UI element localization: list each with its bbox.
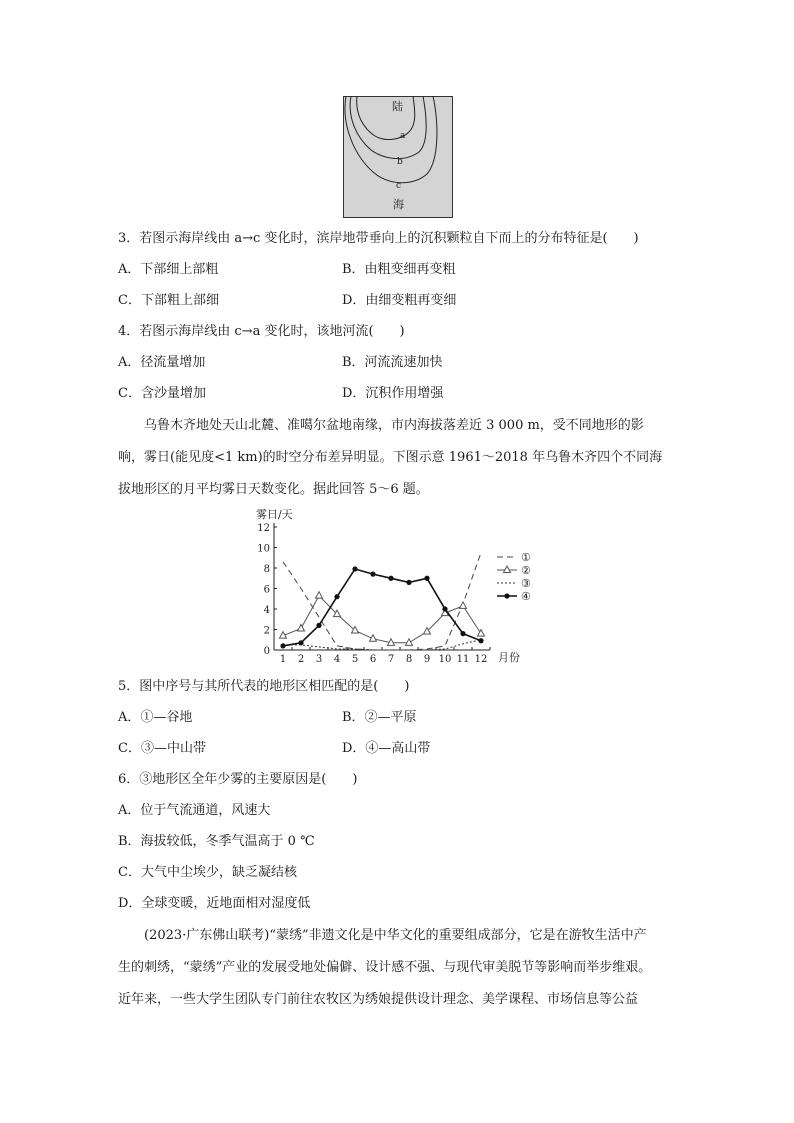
chart-point-s4-9 xyxy=(424,576,429,581)
q4-option-c[interactable]: C．含沙量增加 xyxy=(118,386,206,401)
chart-x-tick-label: 9 xyxy=(423,654,431,665)
q4-stem: 4．若图示海岸线由 c→a 变化时，该地河流( ) xyxy=(118,324,405,339)
chart-point-s4-4 xyxy=(334,594,339,599)
chart-y-tick-label: 2 xyxy=(263,625,270,637)
chart-x-tick-label: 11 xyxy=(456,654,470,665)
chart-point-s2-11 xyxy=(460,602,467,609)
chart-y-tick-label: 6 xyxy=(263,584,270,596)
chart-point-s2-5 xyxy=(352,627,359,634)
chart-x-tick-label: 4 xyxy=(333,654,341,665)
q4-option-b[interactable]: B．河流流速加快 xyxy=(342,355,443,370)
chart-x-tick-label: 12 xyxy=(474,654,488,665)
passage1-line-3: 拔地形区的月平均雾日天数变化。据此回答 5～6 题。 xyxy=(118,482,429,497)
chart-point-s4-11 xyxy=(460,631,465,636)
chart-x-tick-label: 3 xyxy=(315,654,323,665)
passage2-line-1: (2023·广东佛山联考)“蒙绣”非遗文化是中华文化的重要组成部分，它是在游牧生活中产 xyxy=(144,928,647,943)
chart-legend-marker-4 xyxy=(504,593,509,598)
chart-point-s4-3 xyxy=(316,623,321,628)
chart-series-line-2 xyxy=(283,596,481,643)
passage1-line-1: 乌鲁木齐地处天山北麓、准噶尔盆地南缘，市内海拔落差近 3 000 m，受不同地形的影 xyxy=(144,418,644,433)
chart-y-tick-label: 12 xyxy=(257,523,270,534)
chart-y-tick-label: 10 xyxy=(257,543,270,555)
q3-option-d[interactable]: D．由细变粗再变细 xyxy=(342,293,457,308)
passage1-line-2: 响，雾日(能见度<1 km)的时空分布差异明显。下图示意 1961～2018 年乌鲁木齐四个不同海 xyxy=(118,450,663,465)
chart-point-s4-1 xyxy=(280,643,285,648)
chart-y-tick-label: 4 xyxy=(263,605,270,616)
passage2-line-3: 近年来，一些大学生团队专门前往农牧区为绣娘提供设计理念、美学课程、市场信息等公益 xyxy=(118,992,639,1007)
chart-point-s2-8 xyxy=(406,639,413,646)
chart-legend-label-2: ② xyxy=(521,564,531,577)
q5-option-b[interactable]: B．②—平原 xyxy=(342,710,417,725)
chart-x-axis-label: 月份 xyxy=(498,651,520,664)
chart-point-s4-7 xyxy=(388,576,393,581)
q3-stem: 3．若图示海岸线由 a→c 变化时，滨岸地带垂向上的沉积颗粒自下而上的分布特征是( ) xyxy=(118,231,639,246)
q5-stem: 5．图中序号与其所代表的地形区相匹配的是( ) xyxy=(118,679,410,694)
chart-x-tick-label: 2 xyxy=(297,654,305,665)
q4-option-d[interactable]: D．沉积作用增强 xyxy=(342,386,444,401)
chart-x-tick-label: 5 xyxy=(351,654,359,665)
chart-y-tick-label: 0 xyxy=(263,646,270,657)
map-label-c: c xyxy=(396,181,402,191)
q6-option-c[interactable]: C．大气中尘埃少，缺乏凝结核 xyxy=(118,865,297,880)
q6-option-d[interactable]: D．全球变暖，近地面相对湿度低 xyxy=(118,896,311,911)
q5-option-a[interactable]: A．①—谷地 xyxy=(118,710,193,725)
coastline-map-figure xyxy=(343,96,453,218)
chart-point-s4-8 xyxy=(406,580,411,585)
chart-x-tick-label: 1 xyxy=(279,654,287,665)
q3-option-c[interactable]: C．下部粗上部细 xyxy=(118,293,219,308)
q5-option-c[interactable]: C．③—中山带 xyxy=(118,741,206,756)
chart-point-s2-2 xyxy=(298,624,305,631)
q6-option-a[interactable]: A．位于气流通道，风速大 xyxy=(118,803,271,818)
map-label-a: a xyxy=(400,131,406,141)
chart-y-tick-label: 8 xyxy=(263,564,270,575)
passage2-line-2: 生的刺绣，“蒙绣”产业的发展受地处偏僻、设计感不强、与现代审美脱节等影响而举步维艰。 xyxy=(118,960,652,975)
map-land-label: 陆 xyxy=(392,100,403,113)
chart-series-line-1 xyxy=(283,553,481,650)
q3-option-b[interactable]: B．由粗变细再变粗 xyxy=(342,262,456,277)
q5-option-d[interactable]: D．④—高山带 xyxy=(342,741,431,756)
chart-legend-label-4: ④ xyxy=(521,590,531,603)
chart-x-tick-label: 7 xyxy=(387,654,395,665)
map-sea-label: 海 xyxy=(393,198,404,211)
chart-point-s4-5 xyxy=(352,566,357,571)
chart-y-axis-label: 雾日/天 xyxy=(256,508,293,521)
chart-point-s4-2 xyxy=(298,640,303,645)
chart-x-tick-label: 6 xyxy=(369,654,377,665)
fog-days-chart xyxy=(250,505,550,670)
chart-x-tick-label: 8 xyxy=(405,654,413,665)
chart-point-s2-3 xyxy=(316,592,323,599)
chart-point-s4-6 xyxy=(370,572,375,577)
chart-point-s4-12 xyxy=(478,638,483,643)
chart-legend-marker-2 xyxy=(504,566,511,573)
q4-option-a[interactable]: A．径流量增加 xyxy=(118,355,206,370)
q6-option-b[interactable]: B．海拔较低，冬季气温高于 0 ℃ xyxy=(118,834,315,849)
chart-legend-label-3: ③ xyxy=(521,577,531,590)
q6-stem: 6．③地形区全年少雾的主要原因是( ) xyxy=(118,772,358,787)
chart-x-tick-label: 10 xyxy=(438,654,452,665)
chart-point-s4-10 xyxy=(442,606,447,611)
map-label-b: b xyxy=(397,157,403,167)
chart-legend-label-1: ① xyxy=(521,551,531,564)
q3-option-a[interactable]: A．下部细上部粗 xyxy=(118,262,219,277)
